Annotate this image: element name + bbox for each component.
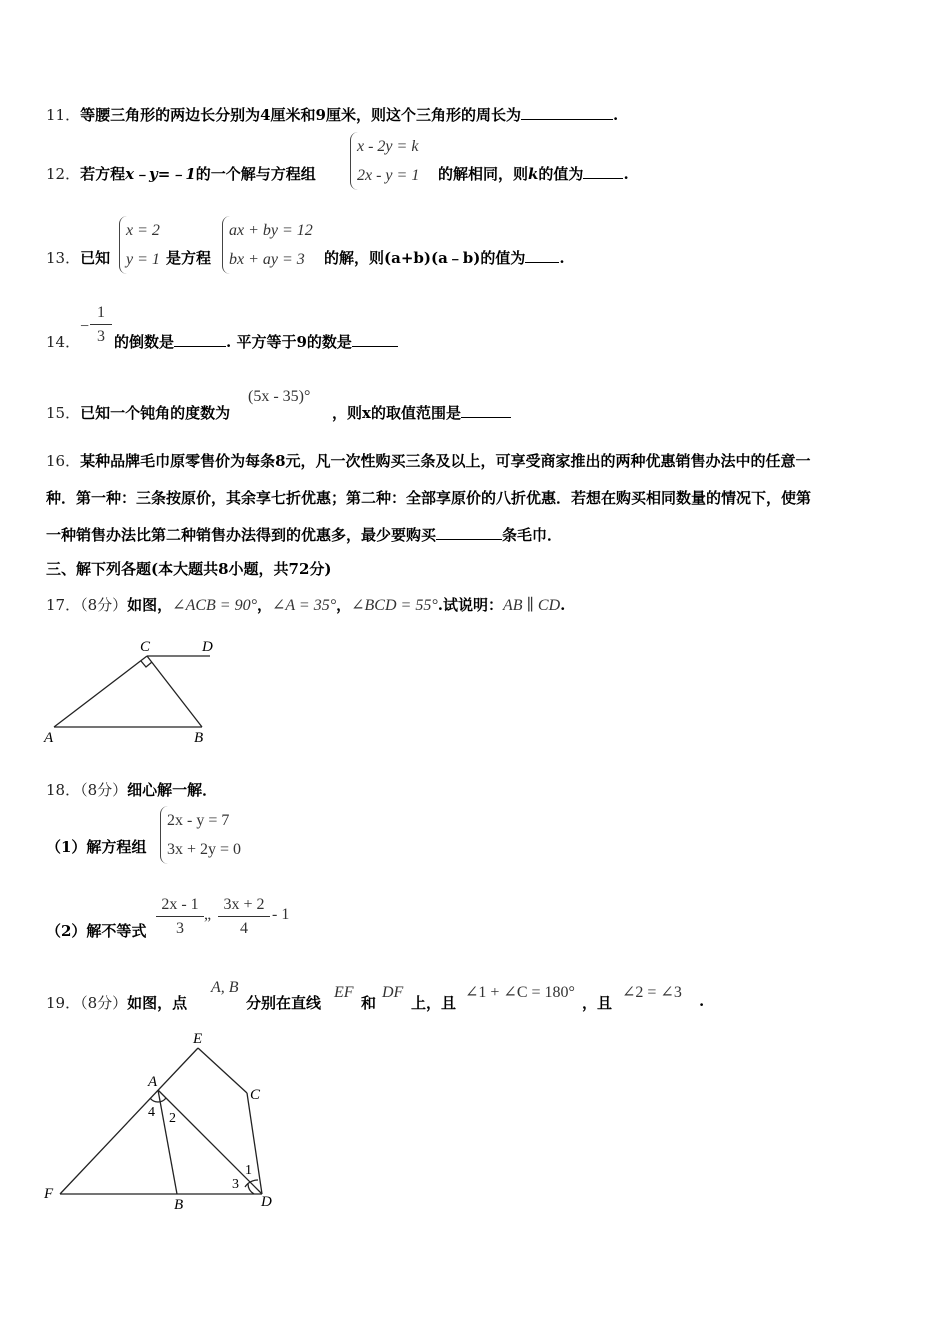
minus-sign: − [80, 318, 90, 335]
question-15: 15．已知一个钝角的度数为 [46, 404, 231, 422]
question-number: 14． [46, 333, 81, 351]
question-18: 18．（8分）细心解一解． [46, 781, 218, 799]
equation-system: ax + by = 12 bx + ay = 3 [222, 216, 313, 274]
line-EF: EF [334, 984, 354, 1001]
points-AB: A, B [211, 979, 239, 996]
label-E: E [193, 1031, 203, 1047]
equation-system: x - 2y = k 2x - y = 1 [350, 132, 419, 190]
answer-blank[interactable] [461, 403, 511, 418]
angle-3-label: 3 [232, 1177, 239, 1192]
figure-19 [40, 1026, 290, 1216]
question-number: 12． [46, 165, 81, 183]
figure-17 [40, 634, 230, 749]
question-number: 19． [46, 994, 81, 1012]
label-C: C [140, 639, 151, 655]
part-1-label: （1）解方程组 [46, 838, 147, 856]
fraction-left: $\frac{2x - 1}{3}$ [156, 894, 204, 941]
question-number: 18． [46, 781, 81, 799]
question-19: 19．（8分）如图，点 [46, 994, 188, 1012]
answer-blank[interactable] [521, 105, 613, 120]
question-number: 17． [46, 596, 81, 614]
equation: x﹣y=﹣1 [125, 165, 196, 183]
label-D: D [261, 1194, 272, 1210]
question-text: 等腰三角形的两边长分别为4厘米和9厘米，则这个三角形的周长为 [80, 106, 521, 124]
question-number: 16． [46, 452, 81, 470]
question-17: 17．（8分）如图，∠ACB = 90°，∠A = 35°，∠BCD = 55°.试说明：AB ∥ CD. [46, 596, 566, 614]
answer-blank[interactable] [583, 164, 623, 179]
part-2-label: （2）解不等式 [46, 922, 147, 940]
answer-blank[interactable] [436, 525, 502, 540]
solution-system: x = 2 y = 1 [119, 216, 160, 274]
label-A: A [148, 1074, 158, 1090]
label-F: F [44, 1186, 54, 1202]
label-B: B [174, 1197, 184, 1213]
question-number: 13． [46, 249, 81, 267]
angle-1-label: 1 [245, 1163, 252, 1178]
label-A: A [44, 730, 54, 746]
answer-blank[interactable] [352, 332, 398, 347]
label-C: C [250, 1087, 261, 1103]
question-12: 12．若方程x﹣y=﹣1的一个解与方程组 [46, 165, 316, 183]
answer-blank[interactable] [525, 248, 559, 263]
question-13-tail: 的解，则(a+b)(a﹣b)的值为 . [324, 249, 565, 267]
inequality-sign: „ [204, 906, 212, 923]
question-16: 16．某种品牌毛巾原零售价为每条8元，凡一次性购买三条及以上，可享受商家推出的两种优惠销售办法中的任意一 [46, 452, 811, 470]
condition-2: ∠2 = ∠3 [622, 984, 682, 1001]
fraction: $\frac{1}{3}$ [90, 302, 112, 349]
answer-blank[interactable] [174, 332, 226, 347]
question-12-tail: 的解相同，则k的值为 . [438, 165, 629, 183]
fraction-right: $\frac{3x + 2}{4}$ [218, 894, 270, 941]
section-heading: 三、解下列各题(本大题共8小题，共72分) [46, 560, 332, 578]
question-number: 15． [46, 404, 81, 422]
question-13: 13．已知 [46, 249, 111, 267]
tail-term: - 1 [272, 906, 290, 923]
line-DF: DF [382, 984, 404, 1001]
label-B: B [194, 730, 204, 746]
angle-expression: (5x - 35)° [248, 388, 311, 405]
angle-2-label: 2 [169, 1111, 176, 1126]
equation-system: 2x - y = 7 3x + 2y = 0 [160, 806, 241, 864]
angle-4-label: 4 [148, 1105, 155, 1120]
question-14 [46, 331, 80, 352]
question-11: 11．等腰三角形的两边长分别为4厘米和9厘米，则这个三角形的周长为 . [46, 106, 619, 124]
label-D: D [202, 639, 213, 655]
question-number: 11． [46, 106, 81, 124]
condition-1: ∠1 + ∠C = 180° [465, 984, 575, 1001]
